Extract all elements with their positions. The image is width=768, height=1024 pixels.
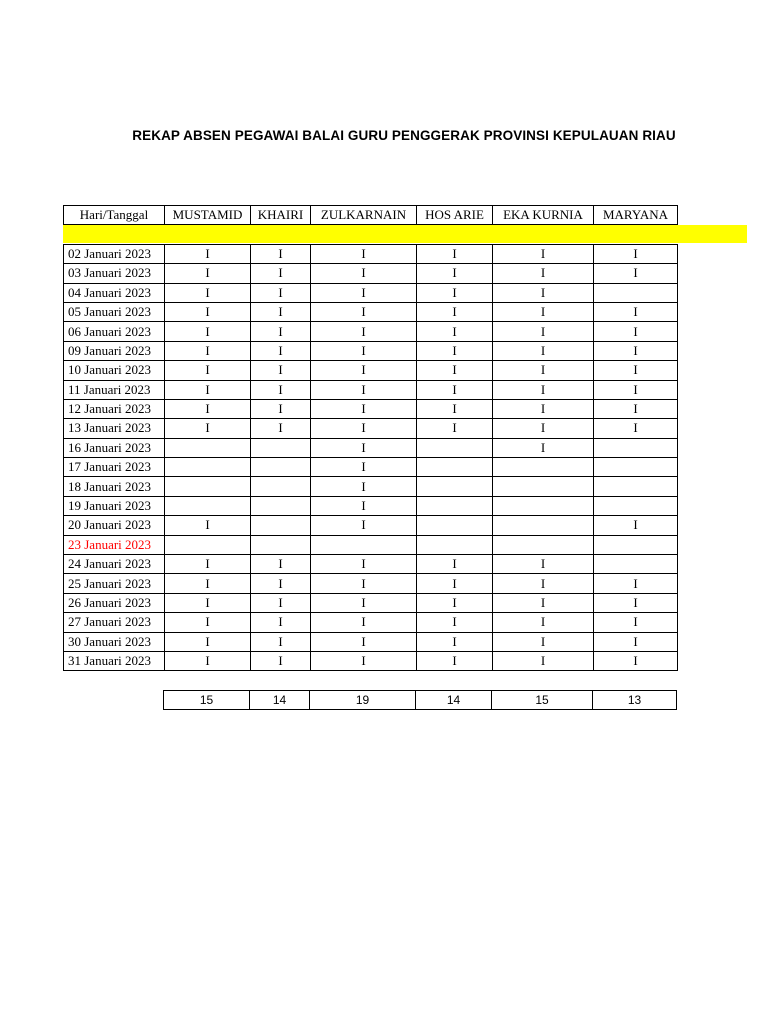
attendance-cell: I <box>594 322 678 341</box>
table-row <box>64 438 678 457</box>
attendance-cell: I <box>165 361 251 380</box>
attendance-cell: I <box>311 651 417 670</box>
attendance-cell: I <box>417 302 493 321</box>
attendance-cell: I <box>165 555 251 574</box>
attendance-cell <box>251 535 311 554</box>
attendance-cell: I <box>311 632 417 651</box>
table-row <box>64 574 678 593</box>
attendance-cell <box>417 535 493 554</box>
table-row <box>64 555 678 574</box>
attendance-cell <box>165 458 251 477</box>
table-row <box>64 341 678 360</box>
attendance-cell: I <box>165 341 251 360</box>
attendance-cell: I <box>594 651 678 670</box>
attendance-cell: I <box>251 380 311 399</box>
attendance-cell <box>594 555 678 574</box>
table-row <box>64 380 678 399</box>
attendance-cell: I <box>165 593 251 612</box>
attendance-cell: I <box>311 419 417 438</box>
date-cell: 17 Januari 2023 <box>64 458 165 477</box>
attendance-cell: I <box>493 419 594 438</box>
attendance-cell <box>165 477 251 496</box>
attendance-cell <box>493 516 594 535</box>
attendance-cell: I <box>594 380 678 399</box>
table-row <box>64 593 678 612</box>
holiday-date-cell: 23 Januari 2023 <box>64 535 165 554</box>
total-zulkarnain: 19 <box>310 691 416 710</box>
attendance-cell: I <box>311 574 417 593</box>
attendance-cell: I <box>493 438 594 457</box>
attendance-cell: I <box>493 632 594 651</box>
attendance-cell: I <box>311 380 417 399</box>
attendance-cell: I <box>594 302 678 321</box>
date-cell: 19 Januari 2023 <box>64 496 165 515</box>
attendance-cell: I <box>251 419 311 438</box>
attendance-cell: I <box>417 574 493 593</box>
date-cell: 20 Januari 2023 <box>64 516 165 535</box>
attendance-cell: I <box>165 380 251 399</box>
table-row <box>64 302 678 321</box>
total-eka-kurnia: 15 <box>492 691 593 710</box>
attendance-cell: I <box>311 516 417 535</box>
header-mustamid: MUSTAMID <box>165 206 251 225</box>
attendance-cell <box>251 477 311 496</box>
header-date: Hari/Tanggal <box>64 206 165 225</box>
header-maryana: MARYANA <box>594 206 678 225</box>
date-cell: 03 Januari 2023 <box>64 264 165 283</box>
date-cell: 26 Januari 2023 <box>64 593 165 612</box>
document-title: REKAP ABSEN PEGAWAI BALAI GURU PENGGERAK PROVINSI KEPULAUAN RIAU <box>132 128 676 143</box>
attendance-cell: I <box>311 496 417 515</box>
table-row <box>64 496 678 515</box>
header-eka-kurnia: EKA KURNIA <box>493 206 594 225</box>
attendance-cell: I <box>311 322 417 341</box>
attendance-cell: I <box>417 632 493 651</box>
attendance-cell: I <box>165 651 251 670</box>
attendance-cell <box>251 438 311 457</box>
attendance-cell: I <box>594 399 678 418</box>
attendance-table <box>63 205 678 671</box>
attendance-cell: I <box>311 264 417 283</box>
attendance-cell: I <box>594 613 678 632</box>
attendance-cell <box>417 477 493 496</box>
table-row <box>64 651 678 670</box>
table-row <box>64 399 678 418</box>
attendance-cell <box>493 458 594 477</box>
attendance-cell <box>251 496 311 515</box>
attendance-cell: I <box>165 322 251 341</box>
highlight-cell <box>417 225 493 244</box>
attendance-cell <box>165 496 251 515</box>
date-cell: 24 Januari 2023 <box>64 555 165 574</box>
highlight-row <box>64 225 678 244</box>
attendance-cell: I <box>417 244 493 263</box>
attendance-cell: I <box>594 244 678 263</box>
attendance-cell: I <box>311 477 417 496</box>
attendance-cell: I <box>417 341 493 360</box>
attendance-cell: I <box>165 399 251 418</box>
date-cell: 11 Januari 2023 <box>64 380 165 399</box>
total-mustamid: 15 <box>164 691 250 710</box>
attendance-cell: I <box>165 302 251 321</box>
table-row <box>64 458 678 477</box>
date-cell: 05 Januari 2023 <box>64 302 165 321</box>
total-maryana: 13 <box>593 691 677 710</box>
totals-table <box>163 690 677 710</box>
date-cell: 12 Januari 2023 <box>64 399 165 418</box>
attendance-cell: I <box>493 380 594 399</box>
attendance-cell: I <box>251 361 311 380</box>
table-row <box>64 535 678 554</box>
attendance-cell: I <box>251 555 311 574</box>
highlight-cell <box>493 225 594 244</box>
attendance-cell <box>251 516 311 535</box>
attendance-cell: I <box>594 516 678 535</box>
attendance-cell: I <box>251 613 311 632</box>
attendance-cell: I <box>165 244 251 263</box>
attendance-cell: I <box>493 613 594 632</box>
highlight-cell <box>64 225 165 244</box>
date-cell: 18 Januari 2023 <box>64 477 165 496</box>
attendance-cell: I <box>311 283 417 302</box>
attendance-cell: I <box>165 264 251 283</box>
attendance-cell <box>417 516 493 535</box>
attendance-cell: I <box>165 574 251 593</box>
attendance-cell: I <box>493 399 594 418</box>
date-cell: 04 Januari 2023 <box>64 283 165 302</box>
table-row <box>64 419 678 438</box>
attendance-cell: I <box>417 651 493 670</box>
table-row <box>64 477 678 496</box>
attendance-cell: I <box>417 419 493 438</box>
attendance-cell <box>594 477 678 496</box>
attendance-cell: I <box>417 322 493 341</box>
attendance-cell: I <box>417 593 493 612</box>
attendance-cell: I <box>251 651 311 670</box>
attendance-cell: I <box>417 283 493 302</box>
attendance-cell: I <box>594 264 678 283</box>
attendance-cell: I <box>251 341 311 360</box>
attendance-cell: I <box>165 632 251 651</box>
attendance-cell: I <box>165 516 251 535</box>
attendance-cell <box>594 458 678 477</box>
attendance-cell: I <box>493 244 594 263</box>
attendance-cell: I <box>493 341 594 360</box>
attendance-cell <box>493 535 594 554</box>
attendance-cell: I <box>251 264 311 283</box>
highlight-cell <box>311 225 417 244</box>
attendance-cell: I <box>493 361 594 380</box>
attendance-cell <box>594 438 678 457</box>
totals-row <box>164 691 677 710</box>
attendance-cell: I <box>311 302 417 321</box>
attendance-cell: I <box>251 632 311 651</box>
attendance-cell <box>165 535 251 554</box>
attendance-cell <box>417 438 493 457</box>
total-hos-arie: 14 <box>416 691 492 710</box>
attendance-cell: I <box>417 399 493 418</box>
attendance-cell: I <box>251 322 311 341</box>
table-row <box>64 361 678 380</box>
attendance-cell <box>165 438 251 457</box>
highlight-cell <box>251 225 311 244</box>
date-cell: 09 Januari 2023 <box>64 341 165 360</box>
date-cell: 02 Januari 2023 <box>64 244 165 263</box>
attendance-cell: I <box>251 244 311 263</box>
attendance-cell: I <box>165 613 251 632</box>
date-cell: 16 Januari 2023 <box>64 438 165 457</box>
header-khairi: KHAIRI <box>251 206 311 225</box>
date-cell: 25 Januari 2023 <box>64 574 165 593</box>
header-row <box>64 206 678 225</box>
attendance-cell: I <box>417 555 493 574</box>
attendance-cell: I <box>493 574 594 593</box>
attendance-cell: I <box>594 341 678 360</box>
table-row <box>64 613 678 632</box>
attendance-cell: I <box>417 613 493 632</box>
attendance-cell: I <box>251 399 311 418</box>
attendance-cell <box>251 458 311 477</box>
table-row <box>64 516 678 535</box>
attendance-cell: I <box>311 361 417 380</box>
attendance-cell: I <box>493 593 594 612</box>
date-cell: 27 Januari 2023 <box>64 613 165 632</box>
table-row <box>64 264 678 283</box>
attendance-cell <box>417 496 493 515</box>
attendance-cell: I <box>165 419 251 438</box>
total-khairi: 14 <box>250 691 310 710</box>
attendance-cell: I <box>251 283 311 302</box>
attendance-cell: I <box>493 302 594 321</box>
attendance-cell <box>594 283 678 302</box>
attendance-cell <box>594 535 678 554</box>
date-cell: 30 Januari 2023 <box>64 632 165 651</box>
attendance-cell: I <box>165 283 251 302</box>
attendance-cell: I <box>594 632 678 651</box>
attendance-cell: I <box>493 651 594 670</box>
attendance-cell: I <box>493 555 594 574</box>
attendance-cell: I <box>417 264 493 283</box>
date-cell: 31 Januari 2023 <box>64 651 165 670</box>
attendance-cell: I <box>417 361 493 380</box>
attendance-cell <box>594 496 678 515</box>
date-cell: 06 Januari 2023 <box>64 322 165 341</box>
attendance-cell: I <box>311 555 417 574</box>
attendance-cell <box>417 458 493 477</box>
attendance-cell: I <box>594 574 678 593</box>
attendance-cell: I <box>311 613 417 632</box>
date-cell: 13 Januari 2023 <box>64 419 165 438</box>
header-hos-arie: HOS ARIE <box>417 206 493 225</box>
attendance-cell <box>493 477 594 496</box>
header-zulkarnain: ZULKARNAIN <box>311 206 417 225</box>
attendance-cell: I <box>493 283 594 302</box>
attendance-cell: I <box>493 264 594 283</box>
table-row <box>64 244 678 263</box>
table-row <box>64 283 678 302</box>
attendance-cell: I <box>311 438 417 457</box>
attendance-cell: I <box>594 593 678 612</box>
highlight-cell <box>594 225 678 244</box>
table-row <box>64 322 678 341</box>
attendance-cell: I <box>311 458 417 477</box>
attendance-cell: I <box>251 302 311 321</box>
attendance-cell: I <box>594 361 678 380</box>
attendance-cell: I <box>493 322 594 341</box>
attendance-cell: I <box>251 593 311 612</box>
attendance-cell: I <box>311 593 417 612</box>
attendance-cell: I <box>251 574 311 593</box>
attendance-cell <box>311 535 417 554</box>
attendance-cell: I <box>594 419 678 438</box>
attendance-cell: I <box>311 341 417 360</box>
attendance-cell: I <box>311 244 417 263</box>
date-cell: 10 Januari 2023 <box>64 361 165 380</box>
highlight-cell <box>165 225 251 244</box>
attendance-cell: I <box>417 380 493 399</box>
table-row <box>64 632 678 651</box>
attendance-cell <box>493 496 594 515</box>
attendance-cell: I <box>311 399 417 418</box>
